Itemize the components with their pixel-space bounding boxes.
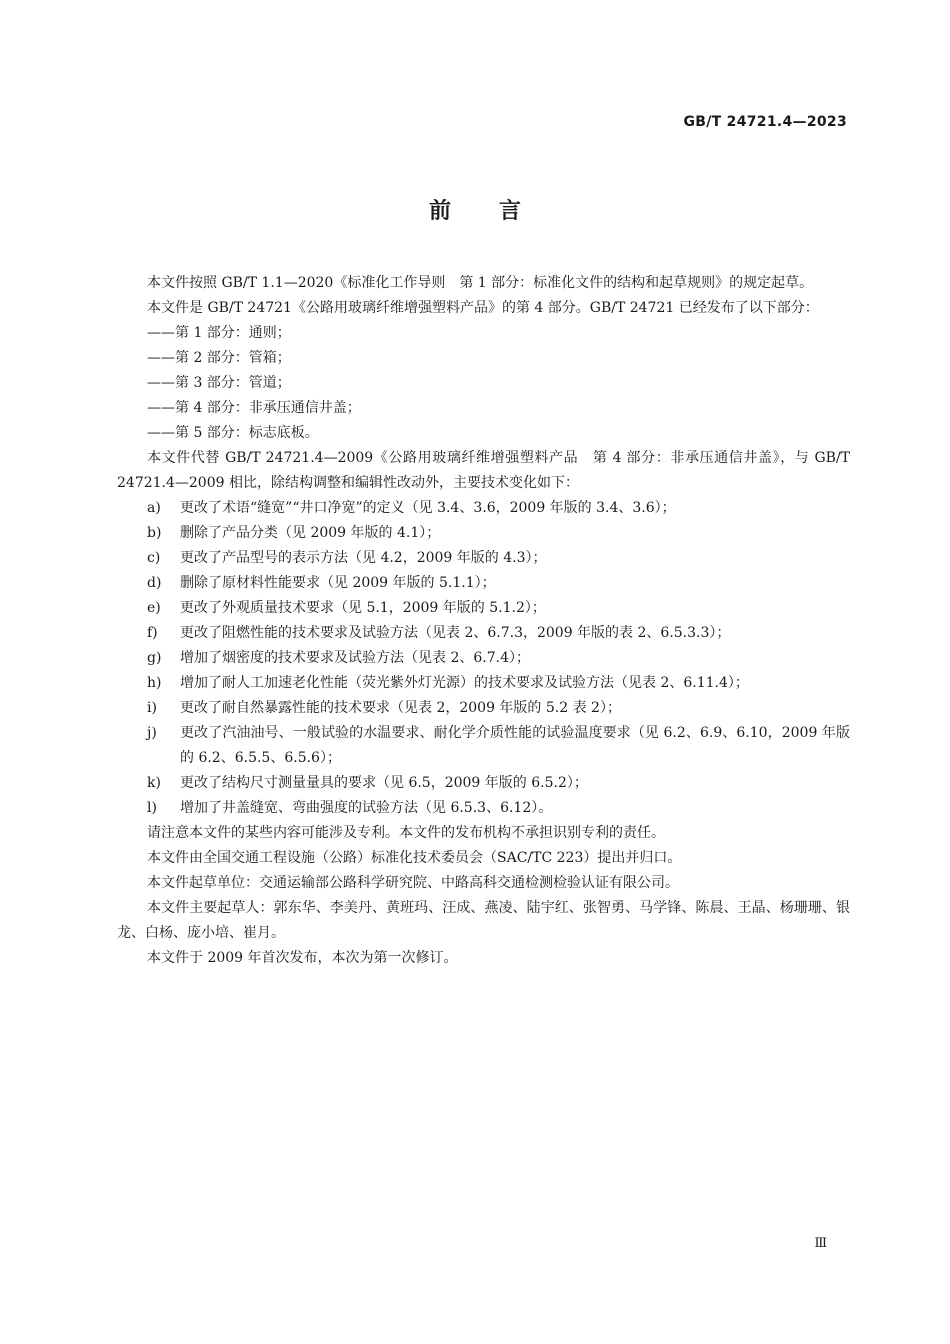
replacement-paragraph: 本文件代替 GB/T 24721.4—2009《公路用玻璃纤维增强塑料产品 第 4 部分：非承压通信井盖》，与 GB/T 24721.4—2009 相比，除结构调整和编辑性改动外，主要技术变化如下： [117,450,850,491]
change-label: j) [147,725,157,741]
change-label: b) [147,525,162,541]
change-text: 增加了井盖缝宽、弯曲强度的试验方法（见 6.5.3、6.12）。 [180,800,553,816]
part-list-item: ——第 1 部分：通则； [147,325,291,341]
change-label: i) [147,700,157,716]
history-paragraph: 本文件于 2009 年首次发布，本次为第一次修订。 [147,950,458,966]
intro-paragraph: 本文件按照 GB/T 1.1—2020《标准化工作导则 第 1 部分：标准化文件的结构和起草规则》的规定起草。 [147,275,814,291]
change-label: d) [147,575,162,591]
change-item [117,696,850,721]
change-item [117,621,850,646]
change-item [117,671,850,696]
change-text: 增加了耐人工加速老化性能（荧光紫外灯光源）的技术要求及试验方法（见表 2、6.11.4）； [180,675,749,691]
change-item [117,596,850,621]
drafters-paragraph: 本文件主要起草人：郭东华、李美丹、黄班玛、汪成、燕凌、陆宇红、张智勇、马学锋、陈晨、王晶、杨珊珊、银龙、白杨、庞小培、崔月。 [117,900,850,941]
change-text: 更改了术语“缝宽”“井口净宽”的定义（见 3.4、3.6，2009 年版的 3.4、3.6）； [180,500,676,516]
part-list-item: ——第 4 部分：非承压通信井盖； [147,400,361,416]
change-text: 更改了汽油油号、一般试验的水温要求、耐化学介质性能的试验温度要求（见 6.2、6.9、6.10，2009 年版的 6.2、6.5.5、6.5.6）； [180,725,850,766]
page-title: 前言 [428,199,569,224]
change-label: l) [147,800,157,816]
part-list-item: ——第 5 部分：标志底板。 [147,425,319,441]
patent-notice: 请注意本文件的某些内容可能涉及专利。本文件的发布机构不承担识别专利的责任。 [147,825,665,841]
change-text: 更改了结构尺寸测量量具的要求（见 6.5，2009 年版的 6.5.2）； [180,775,588,791]
proposer-paragraph: 本文件由全国交通工程设施（公路）标准化技术委员会（SAC/TC 223）提出并归口。 [147,850,682,866]
change-text: 增加了烟密度的技术要求及试验方法（见表 2、6.7.4）； [180,650,530,666]
change-label: c) [147,550,161,566]
change-label: g) [147,650,162,666]
change-item [117,796,850,821]
change-item [117,571,850,596]
intro-paragraph: 本文件是 GB/T 24721《公路用玻璃纤维增强塑料产品》的第 4 部分。GB/T 24721 已经发布了以下部分： [147,300,819,316]
change-item [117,646,850,671]
change-text: 删除了产品分类（见 2009 年版的 4.1）； [180,525,441,541]
foreword-body [117,271,850,971]
change-item [117,721,850,771]
change-label: h) [147,675,162,691]
page-number: Ⅲ [814,1236,827,1251]
change-text: 删除了原材料性能要求（见 2009 年版的 5.1.1）； [180,575,496,591]
change-text: 更改了外观质量技术要求（见 5.1，2009 年版的 5.1.2）； [180,600,546,616]
drafting-units-paragraph: 本文件起草单位：交通运输部公路科学研究院、中路高科交通检测检验认证有限公司。 [147,875,679,891]
part-list-item: ——第 3 部分：管道； [147,375,291,391]
change-item [117,521,850,546]
change-text: 更改了阻燃性能的技术要求及试验方法（见表 2、6.7.3，2009 年版的表 2、6.5.3.3）； [180,625,731,641]
change-label: e) [147,600,161,616]
standard-code: GB/T 24721.4—2023 [683,114,847,130]
change-label: f) [147,625,158,641]
change-item [117,546,850,571]
change-text: 更改了产品型号的表示方法（见 4.2，2009 年版的 4.3）； [180,550,547,566]
change-label: a) [147,500,161,516]
change-item [117,496,850,521]
change-label: k) [147,775,161,791]
change-text: 更改了耐自然暴露性能的技术要求（见表 2，2009 年版的 5.2 表 2）； [180,700,621,716]
change-item [117,771,850,796]
part-list-item: ——第 2 部分：管箱； [147,350,291,366]
